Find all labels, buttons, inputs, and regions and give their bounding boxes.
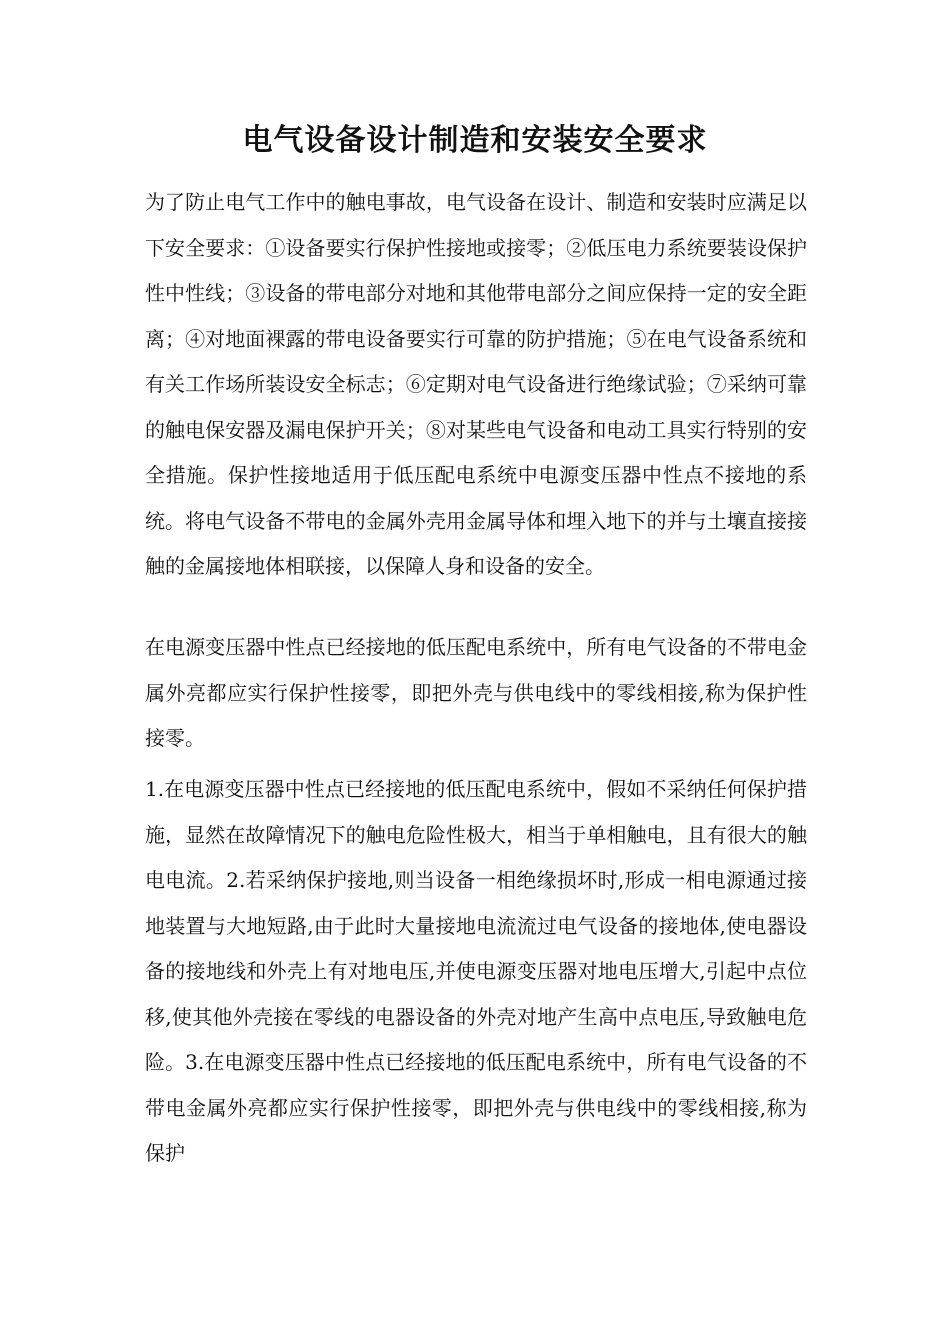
paragraph-safety-requirements: 为了防止电气工作中的触电事故，电气设备在设计、制造和安装时应满足以下安全要求：①设备要实行保护性接地或接零；②低压电力系统要装设保护性中性线；③设备的带电部分对地和其他带电部分之间应保持一定的安全距离；④对地面裸露的带电设备要实行可靠的防护措施；⑤在电气设备系统和有关工作场所装设安全标志；⑥定期对电气设备进行绝缘试验；⑦采纳可靠的触电保安器及漏电保护开关；⑧对某些电气设备和电动工具实行特别的安全措施。保护性接地适用于低压配电系统中电源变压器中性点不接地的系统。将电气设备不带电的金属外壳用金属导体和埋入地下的并与土壤直接接触的金属接地体相联接，以保障人身和设备的安全。 (145, 190, 807, 578)
paragraph-analysis: 1.在电源变压器中性点已经接地的低压配电系统中，假如不采纳任何保护措施，显然在故障情况下的触电危险性极大，相当于单相触电，且有很大的触电电流。2.若采纳保护接地,则当设备一相绝缘损坏时,形成一相电源通过接地装置与大地短路,由于此时大量接地电流流过电气设备的接地体,使电器设备的接地线和外壳上有对地电压,并使电源变压器对地电压增大,引起中点位移,使其他外壳接在零线的电器设备的外壳对地产生高中点电压,导致触电危险。3.在电源变压器中性点已经接地的低压配电系统中，所有电气设备的不带电金属外亮都应实行保护性接零，即把外壳与供电线中的零线相接,称为保护 (145, 777, 807, 1165)
document-title: 电气设备设计制造和安装安全要求 (242, 123, 708, 158)
paragraph-protective-neutral: 在电源变压器中性点已经接地的低压配电系统中，所有电气设备的不带电金属外亮都应实行保护性接零，即把外壳与供电线中的零线相接,称为保护性接零。 (145, 635, 807, 750)
